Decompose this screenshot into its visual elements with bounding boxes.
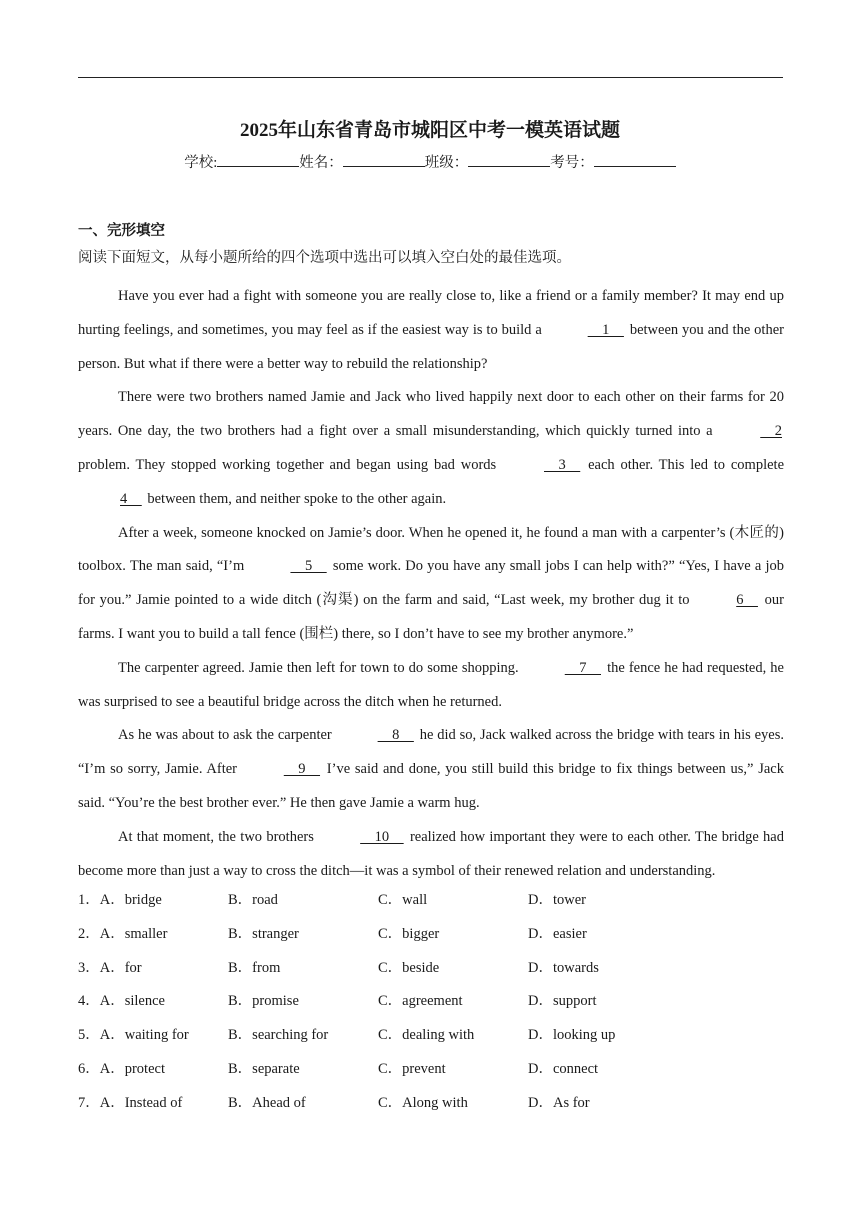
option-text: A．bridge [99,892,162,908]
question-row [78,884,784,918]
question-option-c[interactable]: C．prevent [378,1060,446,1077]
question-number: 6． [78,1060,100,1077]
section-title: 一、完形填空 [78,223,165,239]
school-label: 学校: [184,155,218,171]
blank-3: 3 [544,456,581,473]
section-instruction: 阅读下面短文，从每小题所给的四个选项中选出可以填入空白处的最佳选项。 [78,250,571,266]
question-option-b[interactable]: B．road [228,892,278,908]
question-option-c[interactable]: C．beside [378,959,440,976]
text: between them, and neither spoke to the other again. [143,490,447,507]
question-option-a[interactable] [78,985,165,1019]
class-label: 班级： [424,155,469,171]
blank-4: 4 [120,490,142,507]
question-number: 7． [78,1094,100,1111]
question-option-a[interactable] [78,952,142,986]
header-rule [78,77,783,78]
question-option-a[interactable] [78,1087,182,1121]
blank-9: 9 [283,761,321,778]
id-label: 考号： [550,155,594,171]
question-row [78,1019,784,1053]
cloze-passage [78,280,784,888]
question-row [78,918,784,952]
paragraph-2 [78,381,784,516]
question-option-b[interactable]: B．separate [228,1060,300,1077]
question-option-d[interactable]: D．easier [528,925,587,942]
question-row [78,1087,784,1121]
question-number: 5． [78,1027,100,1044]
paragraph-5 [78,719,784,820]
question-number: 4． [78,993,100,1010]
question-option-b[interactable]: B．stranger [228,925,299,942]
question-option-d[interactable]: D．As for [528,1094,590,1111]
name-label: 姓名： [299,155,343,171]
option-text: A．smaller [99,925,168,942]
option-text: A．waiting for [99,1027,189,1044]
text: our farms. I want you to build a tall fence (围栏) there, so I don’t have to see my brother anymore.” [78,592,784,642]
question-option-a[interactable] [78,884,162,918]
question-option-d[interactable]: D．connect [528,1060,599,1077]
question-option-b[interactable]: B．from [228,959,281,976]
option-text: A．protect [99,1060,165,1077]
option-text: A．for [99,959,142,976]
question-option-a[interactable] [78,918,167,952]
question-option-d[interactable]: D．towards [528,959,599,976]
question-option-c[interactable]: C．Along with [378,1094,468,1111]
question-row [78,985,784,1019]
blank-8: 8 [377,727,414,744]
question-option-c[interactable]: C．dealing with [378,1027,475,1044]
question-option-a[interactable] [78,1019,189,1053]
question-option-c[interactable]: C．agreement [378,993,463,1010]
blank-10: 10 [360,828,404,845]
paragraph-4 [78,652,784,720]
text: I’ve said and done, you still build this bridge to fix things between us,” Jack said. “You’re the best brother ever.” He then gave Jamie a warm hug. [78,761,784,811]
school-blank[interactable] [217,154,299,167]
question-option-d[interactable]: D．tower [528,892,586,908]
blank-2: 2 [760,423,782,440]
paragraph-6 [78,821,784,889]
question-option-b[interactable]: B．Ahead of [228,1094,306,1111]
question-option-b[interactable]: B．promise [228,993,299,1010]
blank-6: 6 [736,592,758,609]
option-text: A．silence [99,993,165,1010]
text: the fence he had requested, he was surprised to see a beautiful bridge across the ditch when he returned. [78,659,784,710]
blank-7: 7 [564,659,601,676]
option-text: A．Instead of [99,1094,183,1111]
text: he did so, Jack walked across the bridge with tears in his eyes. “I’m so sorry, Jamie. After [78,727,784,778]
text: Have you ever had a fight with someone you are really close to, like a friend or a family member? It may end up hurting feelings, and sometimes, you may feel as if the easiest way is to build a [78,288,784,338]
text: At that moment, the two brothers [118,828,319,845]
text: each other. This led to complete [582,456,785,473]
paragraph-1 [78,280,784,381]
question-option-d[interactable]: D．looking up [528,1027,616,1044]
text: realized how important they were to each other. The bridge had become more than just a way to cross the ditch—it was a symbol of their renewed relation and understanding. [78,828,784,879]
question-row [78,1053,784,1087]
text: some work. Do you have any small jobs I can help with?” “Yes, I have a job for you.” Jamie pointed to a wide ditch (沟渠) on the farm and said, “Last week, my brother dug it to [78,558,785,609]
text: problem. They stopped working together and began using bad words [78,456,502,473]
paragraph-3 [78,517,784,652]
blank-1: 1 [587,321,624,338]
question-number: 2． [78,925,100,942]
text: As he was about to ask the carpenter [118,727,336,744]
class-blank[interactable] [468,154,550,167]
text: After a week, someone knocked on Jamie’s door. When he opened it, he found a man with a carpenter’s (木匠的) toolbox. The man said, “I’m [78,524,784,575]
question-option-b[interactable]: B．searching for [228,1027,329,1044]
question-option-a[interactable] [78,1053,165,1087]
student-info-line [0,151,860,172]
blank-5: 5 [290,558,327,575]
text: There were two brothers named Jamie and Jack who lived happily next door to each other on their farms for 20 years. One day, the two brothers had a fight over a small misunderstanding, which quickly turned into a [78,389,784,440]
text: between you and the other person. But what if there were a better way to rebuild the relationship? [78,321,784,372]
id-blank[interactable] [594,154,676,167]
page-title: 2025年山东省青岛市城阳区中考一模英语试题 [239,120,620,141]
question-option-d[interactable]: D．support [528,993,597,1010]
question-option-c[interactable]: C．bigger [378,925,440,942]
question-option-c[interactable]: C．wall [378,892,428,908]
question-row [78,952,784,986]
question-options [78,884,784,1121]
question-number: 3． [78,959,100,976]
question-number: 1． [78,892,100,908]
name-blank[interactable] [343,154,425,167]
text: The carpenter agreed. Jamie then left for town to do some shopping. [118,659,523,676]
